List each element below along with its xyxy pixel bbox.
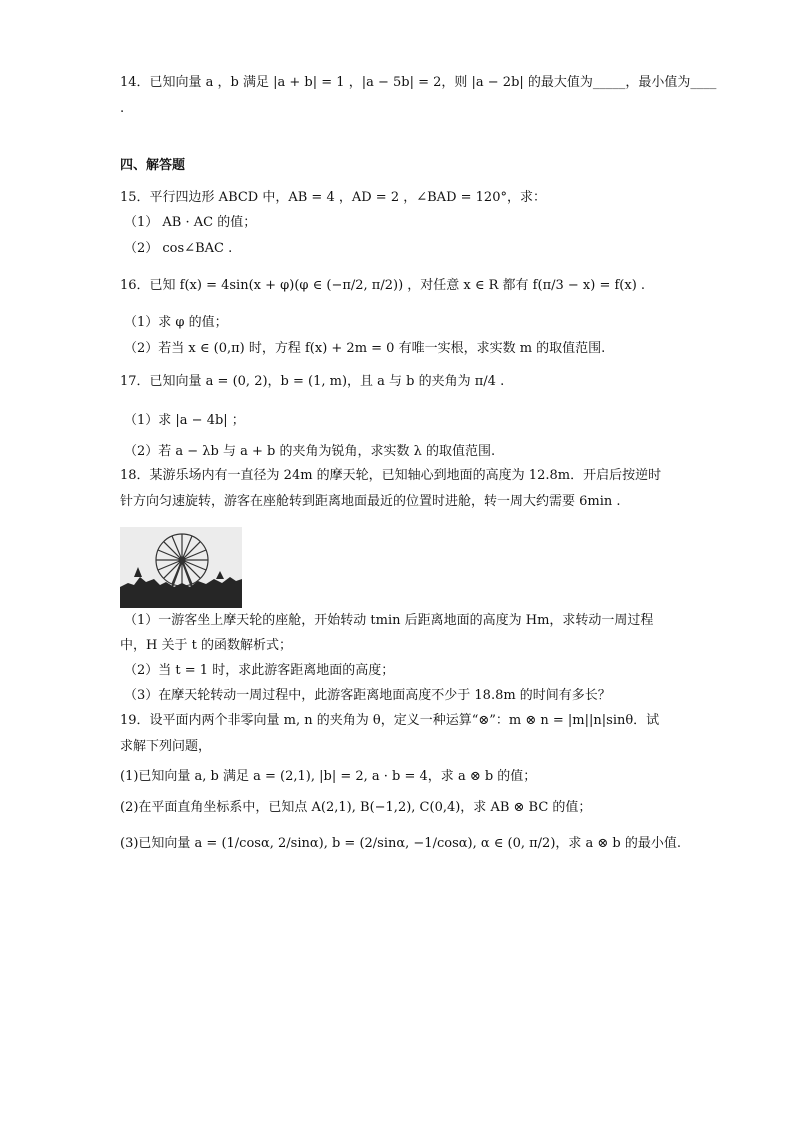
ferris-wheel-icon xyxy=(120,527,242,608)
problem-18-line-2: 针方向匀速旋转，游客在座舱转到距离地面最近的位置时进舱，转一周大约需要 6min . xyxy=(120,494,621,509)
problem-18-part-2: （2）当 t = 1 时，求此游客距离地面的高度； xyxy=(124,663,395,678)
problem-19-part-3: (3)已知向量 a = (1/cosα, 2/sinα), b = (2/sinα, −1/cosα), α ∈ (0, π/2)，求 a ⊗ b 的最小值. xyxy=(120,836,682,851)
problem-18-line-1: 18．某游乐场内有一直径为 24m 的摩天轮，已知轴心到地面的高度为 12.8m．开启后按逆时 xyxy=(120,468,662,483)
problem-14: 14．已知向量 a ，b 满足 |a + b| = 1 ，|a − 5b| = 2，则 |a − 2b| 的最大值为_____，最小值为____ xyxy=(120,75,717,90)
problem-16-part-1: （1）求 φ 的值； xyxy=(124,315,228,330)
ferris-wheel-photo xyxy=(120,527,242,608)
problem-18-part-3: （3）在摩天轮转动一周过程中，此游客距离地面高度不少于 18.8m 的时间有多长？ xyxy=(124,688,611,703)
problem-17-part-2: （2）若 a − λb 与 a + b 的夹角为锐角，求实数 λ 的取值范围. xyxy=(124,444,496,459)
problem-19: 19．设平面内两个非零向量 m, n 的夹角为 θ，定义一种运算“⊗”：m ⊗ n = |m||n|sinθ．试 xyxy=(120,713,660,728)
problem-17-part-1: （1）求 |a − 4b| ； xyxy=(124,413,245,428)
problem-15-part-1: （1） AB · AC 的值； xyxy=(124,215,257,230)
problem-16-part-2: （2）若当 x ∈ (0,π) 时，方程 f(x) + 2m = 0 有唯一实根，求实数 m 的取值范围. xyxy=(124,341,606,356)
problem-19-part-2: (2)在平面直角坐标系中，已知点 A(2,1), B(−1,2), C(0,4)，求 AB ⊗ BC 的值； xyxy=(120,800,592,815)
problem-19-continuation: 求解下列问题， xyxy=(120,739,212,754)
problem-16: 16．已知 f(x) = 4sin(x + φ)(φ ∈ (−π/2, π/2)) ，对任意 x ∈ R 都有 f(π/3 − x) = f(x) . xyxy=(120,278,646,293)
problem-17: 17．已知向量 a = (0, 2)，b = (1, m)，且 a 与 b 的夹角为 π/4 . xyxy=(120,374,505,389)
problem-15-part-2: （2） cos∠BAC . xyxy=(124,241,233,256)
problem-14-continuation: . xyxy=(120,101,125,116)
problem-18-part-1: （1）一游客坐上摩天轮的座舱，开始转动 tmin 后距离地面的高度为 Hm，求转动一周过程 xyxy=(124,613,654,628)
problem-19-part-1: (1)已知向量 a, b 满足 a = (2,1), |b| = 2, a · b = 4，求 a ⊗ b 的值； xyxy=(120,769,537,784)
problem-18-part-1-continuation: 中，H 关于 t 的函数解析式； xyxy=(120,638,292,653)
section-heading: 四、解答题 xyxy=(120,158,186,173)
problem-15: 15．平行四边形 ABCD 中，AB = 4 ，AD = 2 ，∠BAD = 120°，求： xyxy=(120,190,546,205)
